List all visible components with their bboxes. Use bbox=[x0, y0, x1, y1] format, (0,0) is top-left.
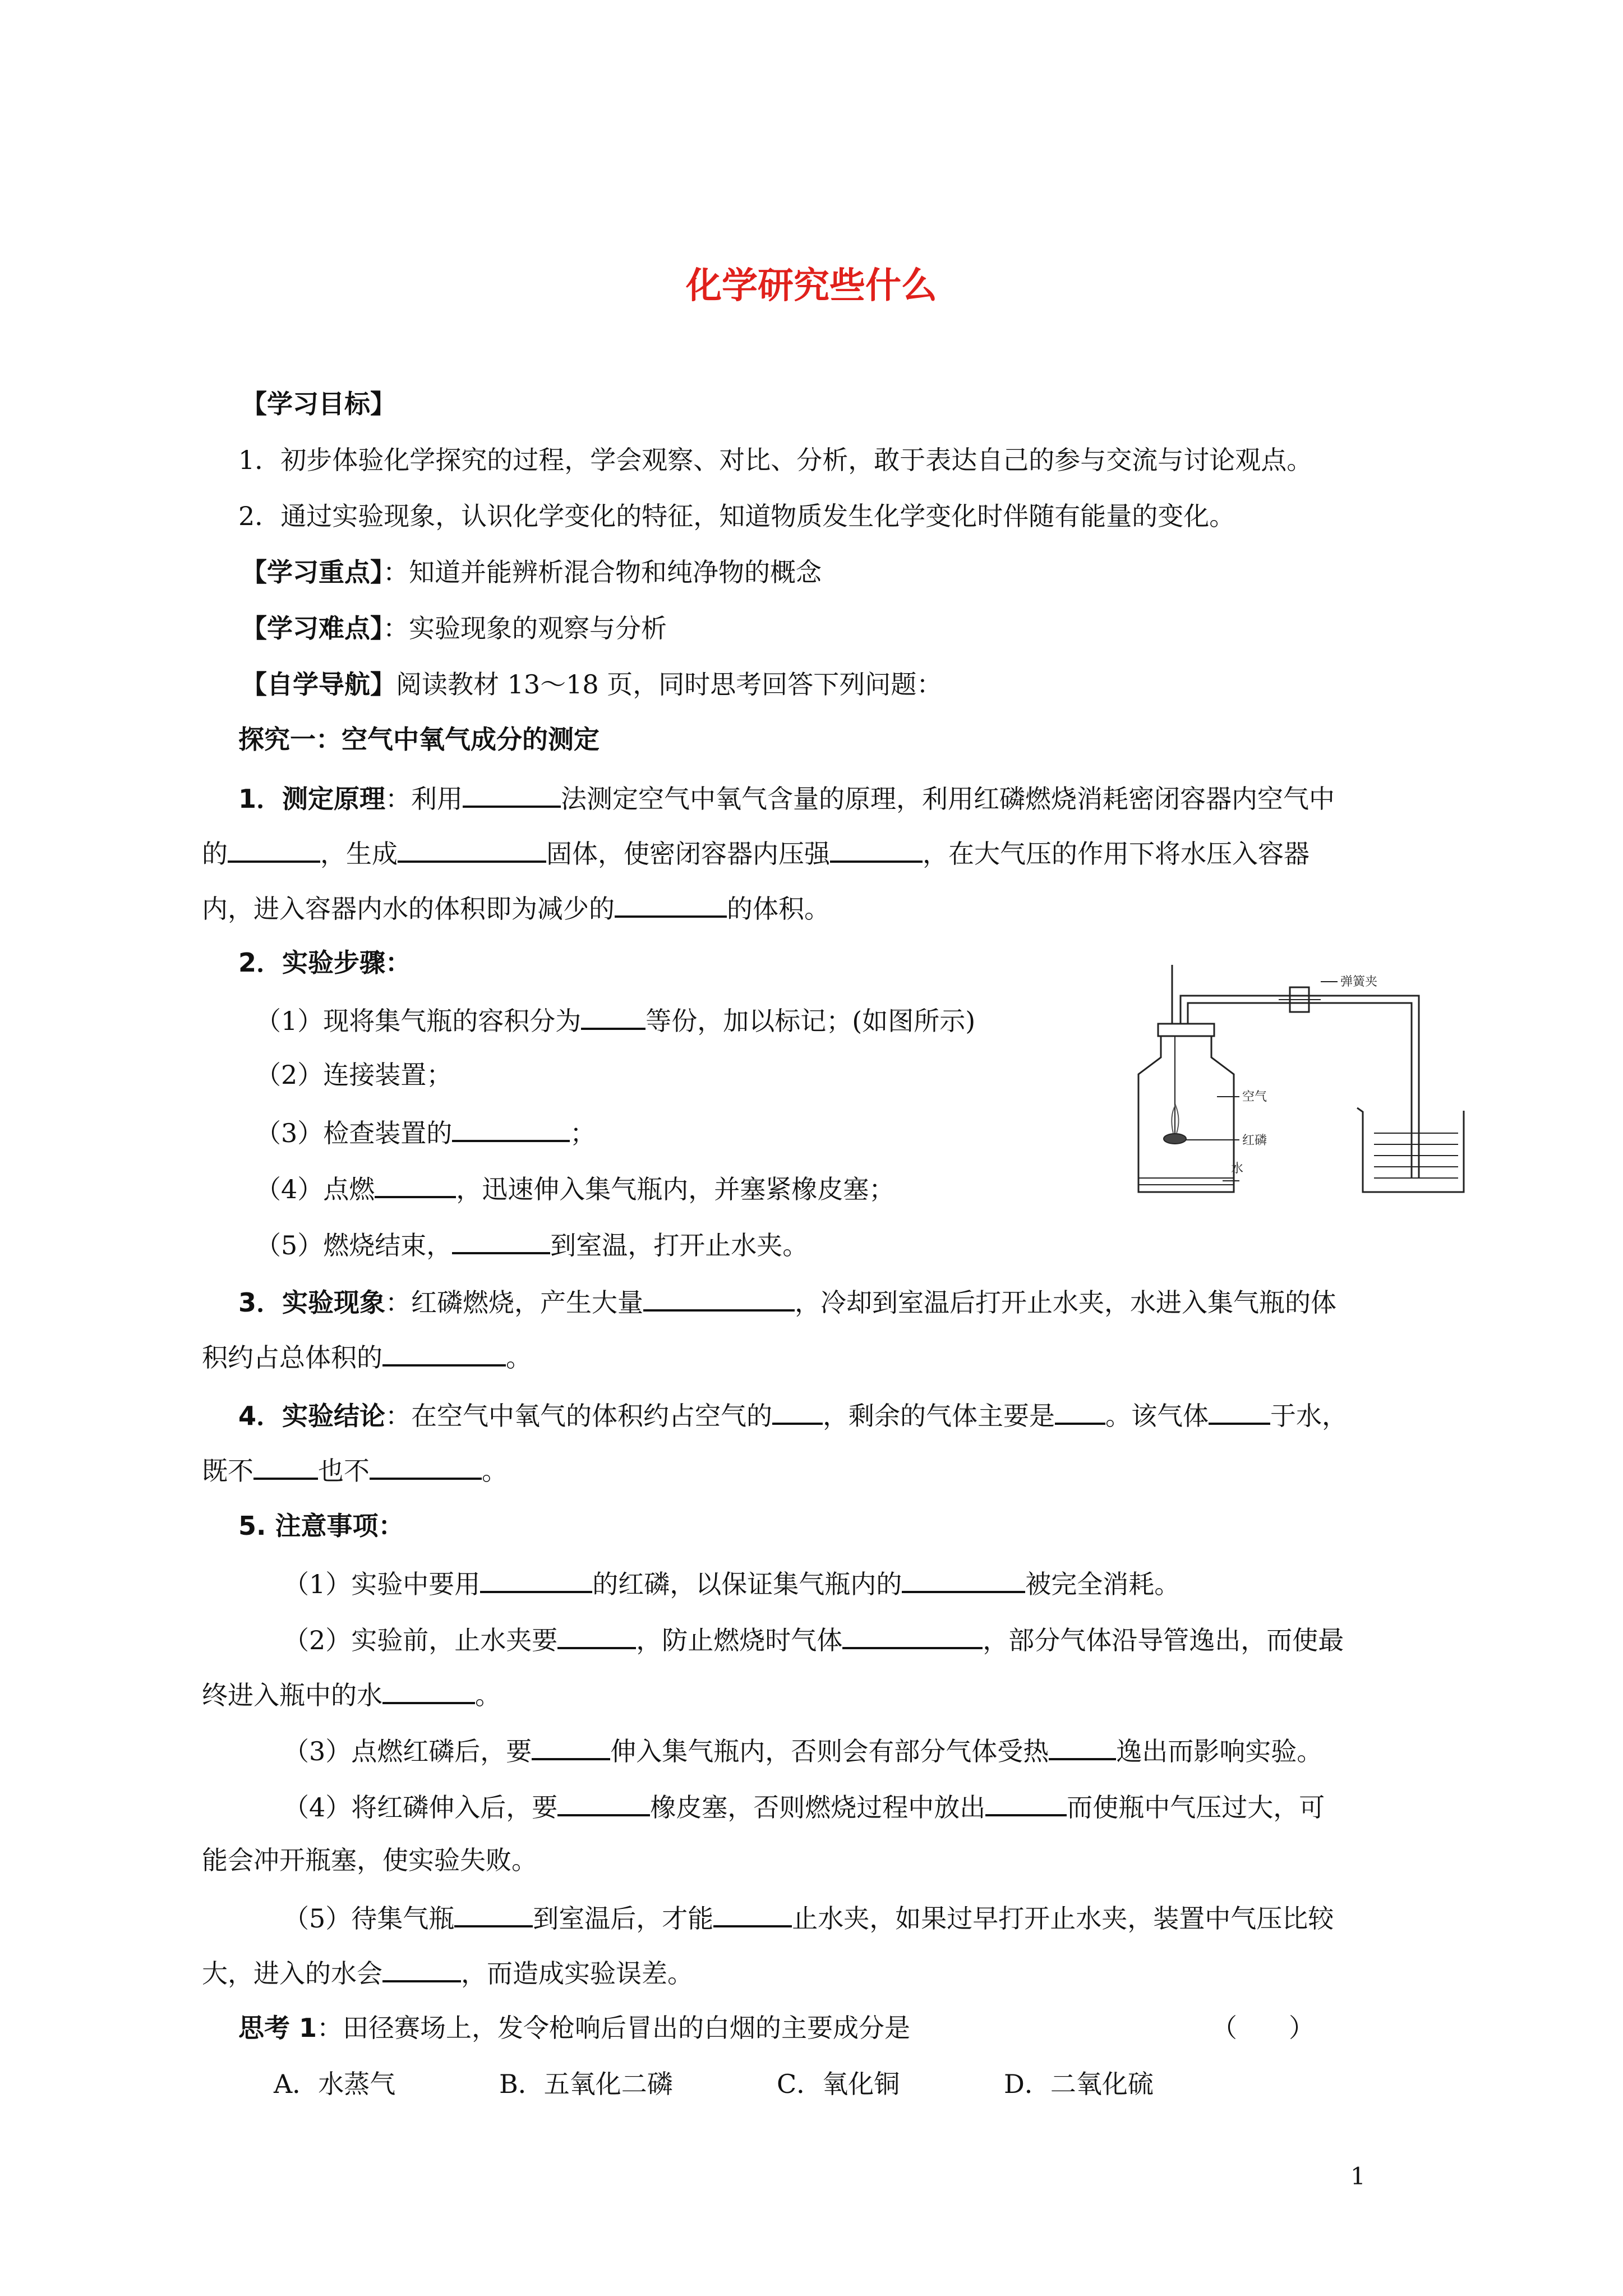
option-b[interactable]: B．五氧化二磷 bbox=[499, 2069, 673, 2099]
note-3: （3）点燃红磷后，要 伸入集气瓶内，否则会有部分气体受热 逸出而影响实验。 bbox=[283, 1732, 1322, 1768]
label-air: 空气 bbox=[1242, 1090, 1267, 1104]
blank[interactable] bbox=[382, 1676, 475, 1704]
beaker bbox=[1357, 1108, 1464, 1192]
phenomenon-line-2: 积约占总体积的 。 bbox=[202, 1338, 532, 1374]
answer-paren[interactable]: （ ） bbox=[1211, 2013, 1315, 2043]
note-2-line-2: 终进入瓶中的水 。 bbox=[202, 1676, 501, 1712]
blank[interactable] bbox=[1049, 1732, 1116, 1760]
difficulty bbox=[241, 611, 667, 645]
step-1: （1）现将集气瓶的容积分为 等份，加以标记；(如图所示) bbox=[255, 1002, 975, 1038]
blank[interactable] bbox=[985, 1788, 1067, 1816]
red-phosphorus bbox=[1164, 1134, 1186, 1144]
key-text: ：知道并能辨析混合物和纯净物的概念 bbox=[383, 557, 822, 587]
principle-line-2: 的 ，生成 固体，使密闭容器内压强 ，在大气压的作用下将水压入容器 bbox=[202, 835, 1310, 871]
phenomenon-line-1: 3．实验现象：红磷燃烧，产生大量 ，冷却到室温后打开止水夹，水进入集气瓶的体 bbox=[238, 1283, 1336, 1319]
blank[interactable] bbox=[382, 1338, 506, 1366]
note-4-line-2: 能会冲开瓶塞，使实验失败。 bbox=[202, 1845, 537, 1875]
delivery-tube bbox=[1181, 996, 1419, 1178]
note-5-line-1: （5）待集气瓶 到室温后，才能 止水夹，如果过早打开止水夹，装置中气压比较 bbox=[283, 1899, 1334, 1935]
blank[interactable] bbox=[830, 835, 923, 863]
note-2-line-1: （2）实验前，止水夹要 ，防止燃烧时气体 ，部分气体沿导管逸出，而使最 bbox=[283, 1621, 1344, 1657]
blank[interactable] bbox=[615, 890, 727, 918]
blank[interactable] bbox=[452, 1226, 550, 1254]
principle-line-3: 内，进入容器内水的体积即为减少的 的体积。 bbox=[202, 890, 830, 926]
steps-label: 2．实验步骤： bbox=[238, 947, 412, 978]
step-4: （4）点燃 ，迅速伸入集气瓶内，并塞紧橡皮塞； bbox=[255, 1170, 895, 1206]
blank[interactable] bbox=[382, 1954, 461, 1982]
blank[interactable] bbox=[398, 835, 546, 863]
blank[interactable] bbox=[370, 1452, 482, 1480]
blank[interactable] bbox=[463, 780, 561, 808]
blank[interactable] bbox=[581, 1002, 645, 1030]
step-2: （2）连接装置； bbox=[255, 1060, 453, 1090]
conclusion-line-2: 既不 也不 。 bbox=[202, 1452, 508, 1488]
difficulty-heading: 【学习难点】 bbox=[241, 613, 383, 643]
nav-text: 阅读教材 13～18 页，同时思考回答下列问题： bbox=[396, 669, 943, 700]
blank[interactable] bbox=[454, 1899, 533, 1927]
gas-bottle bbox=[1138, 1032, 1234, 1192]
blank[interactable] bbox=[557, 1788, 650, 1816]
blank[interactable] bbox=[772, 1397, 823, 1425]
blank[interactable] bbox=[713, 1899, 792, 1927]
label-phosphorus: 红磷 bbox=[1242, 1134, 1267, 1148]
think-1-label: 思考 1 bbox=[238, 2013, 317, 2043]
rubber-stopper bbox=[1158, 1024, 1214, 1036]
principle-line-1: 1．测定原理：利用 法测定空气中氧气含量的原理，利用红磷燃烧消耗密闭容器内空气中 bbox=[238, 780, 1335, 816]
difficulty-text: ：实验现象的观察与分析 bbox=[383, 613, 667, 643]
notes-label: 5. 注意事项： bbox=[238, 1511, 404, 1541]
goal-heading: 【学习目标】 bbox=[241, 389, 396, 419]
goal-1: 1．初步体验化学探究的过程，学会观察、对比、分析，敢于表达自己的参与交流与讨论观点。 bbox=[238, 445, 1313, 475]
apparatus-diagram bbox=[1127, 965, 1475, 1206]
blank[interactable] bbox=[480, 1565, 592, 1593]
option-d[interactable]: D．二氧化硫 bbox=[1004, 2069, 1154, 2099]
principle-label: 1．测定原理 bbox=[238, 784, 386, 814]
blank[interactable] bbox=[375, 1170, 456, 1198]
option-c[interactable]: C．氧化铜 bbox=[777, 2069, 900, 2099]
nav-heading: 【自学导航】 bbox=[241, 669, 396, 700]
option-a[interactable]: A．水蒸气 bbox=[274, 2069, 396, 2099]
blank[interactable] bbox=[902, 1565, 1025, 1593]
step-3: （3）检查装置的 ； bbox=[255, 1114, 596, 1150]
self-study-nav bbox=[241, 668, 942, 701]
blank[interactable] bbox=[532, 1732, 610, 1760]
blank[interactable] bbox=[643, 1283, 795, 1312]
page-number: 1 bbox=[1350, 2162, 1366, 2190]
note-4-line-1: （4）将红磷伸入后，要 橡皮塞，否则燃烧过程中放出 而使瓶中气压过大，可 bbox=[283, 1788, 1325, 1824]
blank[interactable] bbox=[557, 1621, 636, 1649]
think-1-question: 思考 1：田径赛场上，发令枪响后冒出的白烟的主要成分是 bbox=[238, 2013, 911, 2043]
conclusion-line-1: 4．实验结论：在空气中氧气的体积约占空气的 ，剩余的气体主要是 。该气体 于水， bbox=[238, 1397, 1348, 1433]
blank[interactable] bbox=[452, 1114, 570, 1142]
label-water: 水 bbox=[1231, 1162, 1244, 1176]
blank[interactable] bbox=[1209, 1397, 1270, 1425]
step-5: （5）燃烧结束， 到室温，打开止水夹。 bbox=[255, 1226, 808, 1262]
blank[interactable] bbox=[253, 1452, 318, 1480]
phenomenon-label: 3．实验现象 bbox=[238, 1287, 386, 1318]
note-5-line-2: 大，进入的水会 ，而造成实验误差。 bbox=[202, 1954, 693, 1990]
key-point bbox=[241, 555, 822, 589]
label-clamp: 弹簧夹 bbox=[1340, 975, 1378, 989]
blank[interactable] bbox=[228, 835, 320, 863]
conclusion-label: 4．实验结论 bbox=[238, 1401, 386, 1431]
key-heading: 【学习重点】 bbox=[241, 557, 383, 587]
goal-2: 2．通过实验现象，认识化学变化的特征，知道物质发生化学变化时伴随有能量的变化。 bbox=[238, 501, 1235, 531]
page-title: 化学研究些什么 bbox=[686, 265, 937, 307]
note-1: （1）实验中要用 的红磷，以保证集气瓶内的 被完全消耗。 bbox=[283, 1565, 1180, 1601]
explore-1-heading: 探究一：空气中氧气成分的测定 bbox=[238, 724, 600, 754]
blank[interactable] bbox=[842, 1621, 983, 1649]
blank[interactable] bbox=[1055, 1397, 1105, 1425]
